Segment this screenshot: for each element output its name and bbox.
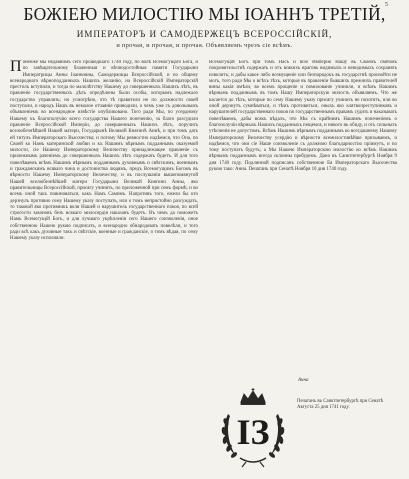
imprint-line-2: Августа 25 дня 1741 году. [297, 405, 350, 411]
monogram-letters: ІЗ [236, 412, 270, 452]
right-text-column [209, 60, 397, 382]
drop-cap: П [10, 60, 22, 75]
right-column-text: Всемогущій Богъ при томъ Насъ и всю Имперію Нашу въ Своемъ святомъ покровительствѣ содержать и отъ всякихъ враговъ видимыхъ и невидимыхъ сохранять изволитъ; и дабы какое либо возмущеніе или безпорядокъ въ государствѣ произойти не могъ, того ради Мы о всѣхъ тѣхъ, которые въ правленіи бывшихъ прежнихъ правителей вины какія имѣли, во всемъ прощеніе и помилованіе учинили, и всѣмъ Нашимъ вѣрнымъ подданнымъ въ томъ Нашу Императорскую милость объявляемъ. Что же касается до тѣхъ, которые по сему Нашему указу присягу учинить не похотятъ, или во оной дерзнутъ сумнѣваться, и тѣмъ противиться, оныхъ яко клятвопреступниковъ и нарушителей государственнаго покоя по государственнымъ правамъ судить и наказывать повелѣваемъ, дабы всякъ вѣдалъ, что Мы съ крайнимъ Нашимъ попеченіемъ о благополучіи вѣрныхъ Нашихъ подданныхъ пещемся, и никого въ обиду, и отъ сильныхъ утѣсненія не допустимъ. Всѣмъ Нашимъ вѣрнымъ подданнымъ ко всегдашнему Нашему Императорскому Величеству усердію и вѣрности всемилостивѣйше призываемъ, и надѣемся, что они сіе Наше соизволеніе съ должною благодарностію пріимутъ, и по тому поступать будутъ; а Мы Нашею Императорскою милостію ко всѣмъ Нашимъ вѣрнымъ подданнымъ всегда склонны пребудемъ. Дано въ Санктпетербургѣ Ноября 9 дня 1740 году. Подлинной подписанъ собственною Ея Императорскаго Высочества рукою тако: Анна. Печатанъ при Сенатѣ Ноября 10 дня 1740 году. [209, 60, 397, 173]
decree-title: БОЖІЕЮ МИЛОСТІЮ МЫ ІОАННЪ ТРЕТІЙ, [23, 4, 386, 24]
imprint-note [297, 399, 405, 412]
signature: Анна [298, 378, 309, 383]
left-column-text: оненже мы недавнимъ сего прошедшаго 1740 году, по волѣ Всемогущаго Бога, и по завѣщательному блаженныя и вѣчнодостойныя памяти Государыни Императрицы Анны Іоанновны, Самодержицы Всероссійской, и по общему всенароднаго вѣрноподданныхъ Нашихъ желанію, на Всероссійскій Императорскій престолъ вступили, и тогда по малолѣтству Нашему до совершенныхъ Нашихъ лѣтъ, въ правленіе государственныхъ дѣлъ опредѣлены были особы, которымъ надлежало государство управлять; но усмотрѣно, что тѣ правители не по должности своей поступали, и народъ Нашъ въ немалое отчаяніе приводили, о чемъ уже съ довольнымъ объявленіемъ во всенародное извѣстіе опубликовано. Того ради Мы, по усердному Нашему къ благополучію всего государства Нашего попеченію, за благо разсудили правленіе Всероссійской Имперіи, до совершенныхъ Нашихъ лѣтъ, поручить вселюбезнѣйшей Нашей матери, Государынѣ Великой Княгинѣ Аннѣ, и при томъ дать ей титулъ Императорскаго Высочества; и потому Мы ревностно надѣемся, что Она, по Своей ко Намъ материнской любви и къ Нашимъ вѣрнымъ подданнымъ оказуемой милости, сіе Нашему Императорскому Величеству принадлежащее правленіе съ прилежнымъ раченіемъ до совершенныхъ Нашихъ лѣтъ содержать будетъ. И для того повелѣваемъ всѣмъ Нашимъ вѣрнымъ подданнымъ духовнымъ и свѣтскимъ, военнымъ и гражданскимъ всякаго чина и достоинства людямъ, предъ Всемогущимъ Богомъ въ вѣрности Нашему Императорскому Величеству, и въ послушаніи вышепомянутой Нашей вселюбезнѣйшей матери Государыни Великой Княгини Анны, яко правительницы Всероссійской, присягу учинить, по приложенной при семъ формѣ; и во всемъ оной такъ повиноваться, какъ Намъ Самимъ. Напротивъ того, ежели бы кто дерзнулъ противно сему Нашему указу поступать, или о томъ непристойно разсуждать, то таковой яко противникъ воли Нашей и нарушитель государственнаго покоя, по всей строгости законовъ безъ всякаго милосердія наказанъ будетъ. Въ чемъ да поможетъ Намъ Всемогущій Богъ, и для лучшаго укрѣпленія сего Нашего соизволенія, оное собственною Нашею рукою подписать, и всенародно обнародовать повелѣли, и того ради всѣ какъ духовные такъ и свѣтскіе, военные и гражданскіе, о томъ вѣдая, по сему Нашему указу исполняли. [10, 60, 198, 242]
page-number: 5 [385, 2, 388, 8]
decree-subline: и прочая, и прочая, и прочая. Объявляемъ чрезъ сіе всѣмъ. [116, 42, 293, 49]
imperial-monogram-seal [214, 386, 292, 468]
decree-subtitle: ИМПЕРАТОРЪ И САМОДЕРЖЕЦЪ ВСЕРОССІЙСКІЙ, [76, 29, 333, 39]
imprint-line-1: Печатанъ въ Санктпетербургѣ при Сенатѣ [297, 399, 384, 404]
left-text-column [10, 60, 198, 466]
